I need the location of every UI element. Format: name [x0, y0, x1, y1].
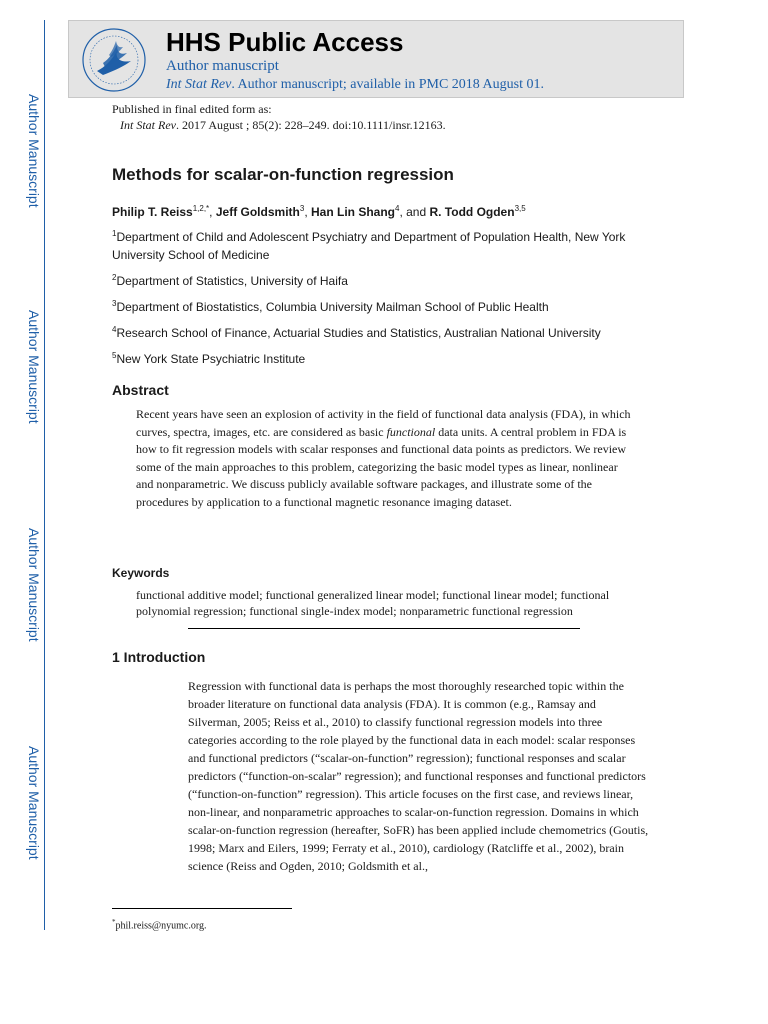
affiliation-mark: 2 [112, 273, 117, 282]
author-affiliation-mark: 4 [394, 204, 400, 213]
published-details: . 2017 August ; 85(2): 228–249. doi:10.1111/insr.12163. [175, 118, 446, 132]
affiliation-text: New York State Psychiatric Institute [116, 352, 306, 366]
hhs-header [68, 20, 684, 98]
published-label: Published in final edited form as: [112, 102, 272, 116]
author-name: Philip T. Reiss [112, 205, 193, 219]
section-divider [188, 628, 580, 629]
header-title: HHS Public Access [166, 27, 404, 57]
author-name: Jeff Goldsmith [215, 205, 300, 219]
author-name: Han Lin Shang [310, 205, 395, 219]
affiliation-5 [112, 347, 672, 368]
sidebar-label-3: Author Manuscript [26, 528, 42, 642]
author-separator: , [304, 205, 311, 219]
affiliation-text: Research School of Finance, Actuarial Studies and Statistics, Australian National University [116, 326, 601, 340]
published-citation [112, 117, 446, 133]
affiliation-mark: 3 [112, 299, 117, 308]
affiliation-mark: 5 [112, 351, 117, 360]
abstract-text-part: Recent years have seen an explosion of activity in the field of functional data analysis (FDA), in which curves, spectra, images, etc. are considered as basic [136, 407, 631, 439]
sidebar-rule [44, 20, 45, 930]
affiliation-text: Department of Statistics, University of Haifa [116, 274, 348, 288]
sidebar-label-4: Author Manuscript [26, 746, 42, 860]
header-citation [166, 77, 544, 93]
footnote-mark: * [112, 918, 116, 926]
affiliation-mark: 1 [112, 229, 117, 238]
header-availability: . Author manuscript; available in PMC 2018 August 01. [231, 77, 544, 92]
author-list [112, 204, 526, 219]
abstract-heading: Abstract [112, 382, 169, 398]
published-journal: Int Stat Rev [120, 118, 176, 132]
author-name: R. Todd Ogden [429, 205, 515, 219]
keywords-heading: Keywords [112, 566, 170, 580]
header-subtitle: Author manuscript [166, 58, 279, 74]
published-note [112, 101, 446, 133]
affiliation-1 [112, 225, 672, 264]
article-title: Methods for scalar-on-function regression [112, 165, 454, 184]
affiliation-text: Department of Biostatistics, Columbia University Mailman School of Public Health [116, 300, 549, 314]
abstract-text-part: data units. A central problem in FDA is how to fit regression models with scalar responses and functional data points as predictors. We review some of the main approaches to this problem, categorizing the basic model types as linear, nonlinear and nonparametric. We discuss publicly available software packages, and illustrate some of the procedures by application to a functional magnetic resonance imaging dataset. [136, 424, 627, 509]
sidebar-label-2: Author Manuscript [26, 310, 42, 424]
hhs-eagle-logo-icon [81, 27, 147, 93]
affiliation-3 [112, 295, 672, 316]
footnote-rule [112, 908, 292, 909]
abstract-emphasis: functional [386, 424, 436, 439]
keywords-list: functional additive model; functional generalized linear model; functional linear model; functional polynomial regression; functional single-index model; nonparametric functional regression [136, 588, 610, 618]
affiliation-mark: 4 [112, 325, 117, 334]
sidebar-label-1: Author Manuscript [26, 94, 42, 208]
footnote [112, 918, 206, 931]
affiliation-4 [112, 321, 672, 342]
author-separator: , [209, 205, 216, 219]
affiliation-2 [112, 269, 672, 290]
introduction-body: Regression with functional data is perhaps the most thoroughly researched topic within the broader literature on functional data analysis (FDA). It is common (e.g., Ramsay and Silverman, 2005; Reiss et al., 2010) to classify functional regression models into three categories according to the role played by the functional data in each model: scalar responses and functional predictors (“scalar-on-function” regression); functional responses and scalar predictors (“function-on-scalar” regression); and functional responses and functional predictors (“function-on-function” regression). This article focuses on the first case, and reviews linear, non-linear, and nonparametric approaches to scalar-on-function regression. Domains in which scalar-on-function regression (hereafter, SoFR) has been applied include chemometrics (Goutis, 1998; Marx and Eilers, 1999; Ferraty et al., 2010), cardiology (Ratcliffe et al., 2002), brain science (Reiss and Ogden, 2010; Goldsmith et al., [188, 679, 649, 873]
footnote-email[interactable]: phil.reiss@nyumc.org. [115, 920, 207, 932]
affiliation-text: Department of Child and Adolescent Psychiatry and Department of Population Health, New York University School of Medicine [112, 230, 626, 262]
author-affiliation-mark: 3,5 [514, 204, 526, 213]
header-journal: Int Stat Rev [166, 77, 232, 92]
author-separator: , and [399, 205, 430, 219]
abstract-body [136, 406, 636, 511]
introduction-heading: 1 Introduction [112, 649, 206, 665]
author-affiliation-mark: 1,2,* [192, 204, 210, 213]
author-affiliation-mark: 3 [299, 204, 305, 213]
